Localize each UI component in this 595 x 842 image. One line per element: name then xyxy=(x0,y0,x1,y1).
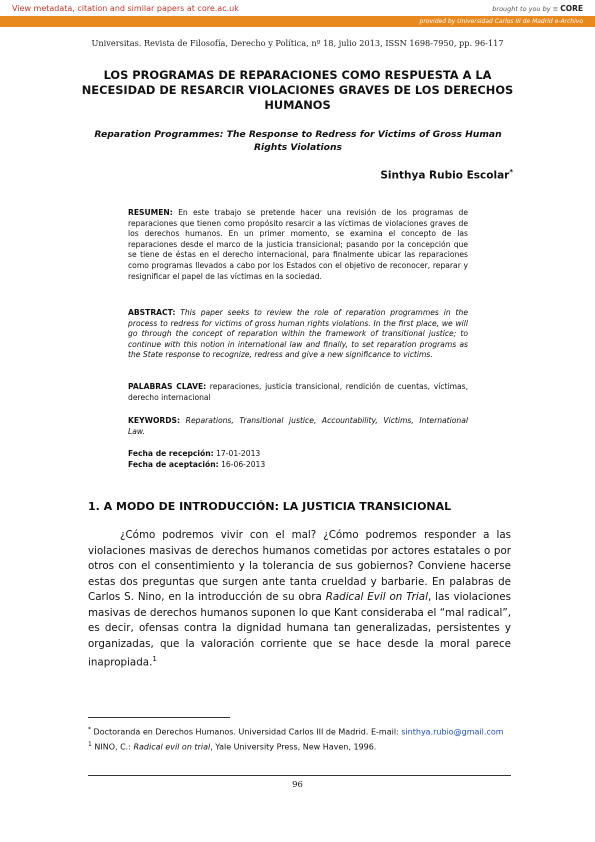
footnote-author: * Doctoranda en Derechos Humanos. Universidad Carlos III de Madrid. E-mail: sinthya.rubio@gmail.com xyxy=(88,726,504,737)
page-footer-rule xyxy=(88,775,511,776)
abstract-label: ABSTRACT: xyxy=(128,308,176,317)
palabras-label: PALABRAS CLAVE: xyxy=(128,382,207,391)
abstract-text: This paper seeks to review the role of reparation programmes in the process to redress for victims of gross human rights violations. In the first place, we will go through the concept of reparation within the framework of transitional justice; to continue with this notion in international law and finally, to set reparation programs as the State response to recognize, redress and give a new significance to victims. xyxy=(128,308,468,360)
palabras-text: reparaciones, justicia transicional, rendición de cuentas, víctimas, derecho internacional xyxy=(128,382,468,402)
abstract-paragraph xyxy=(128,308,468,361)
keywords xyxy=(128,416,468,437)
core-metadata-link[interactable]: View metadata, citation and similar papers at core.ac.uk xyxy=(12,4,239,13)
intro-paragraph: ¿Cómo podremos vivir con el mal? ¿Cómo podremos responder a las violaciones masivas de derechos humanos cometidas por actores estatales o por otros con el consentimiento y la tolerancia de sus gobiernos? Conviene hacerse estas dos preguntas que surgen ante tanta crueldad y barbarie. En palabras de Carlos S. Nino, en la introducción de su obra Radical Evil on Trial, las violaciones masivas de derechos humanos suponen lo que Kant consideraba el “mal radical”, es decir, ofensas contra la dignidad humana tan generalizadas, persistentes y organizadas, que la valoración corriente que se hace desde la moral parece inapropiada.$^1$ xyxy=(88,529,512,669)
brought-prefix: brought to you by xyxy=(492,5,551,13)
keywords-label: KEYWORDS: xyxy=(128,416,181,425)
article-title: LOS PROGRAMAS DE REPARACIONES COMO RESPUESTA A LA NECESIDAD DE RESARCIR VIOLACIONES GRAVES DE LOS DERECHOS HUMANOS xyxy=(81,68,514,112)
footnote-1: $^1$ NINO, C.: Radical evil on trial, Yale University Press, New Haven, 1996. xyxy=(88,741,377,752)
footnote-divider xyxy=(88,717,230,718)
footnotes xyxy=(88,724,511,754)
core-banner xyxy=(0,0,595,30)
page-number: 96 xyxy=(292,780,303,790)
core-brand[interactable]: CORE xyxy=(560,4,583,13)
palabras-clave xyxy=(128,382,468,403)
journal-header: Universitas. Revista de Filosofía, Derecho y Política, nº 18, julio 2013, ISSN 1698-7950, pp. 96-117 xyxy=(91,38,504,48)
provided-by-link[interactable]: provided by Universidad Carlos III de Madrid e-Archivo xyxy=(419,18,583,25)
brought-by xyxy=(492,4,583,13)
footnote-ref[interactable]: 1 xyxy=(152,655,157,663)
book-title: Radical Evil on Trial xyxy=(325,591,428,603)
author-footnote-mark: * xyxy=(509,168,513,176)
resumen-text: En este trabajo se pretende hacer una revisión de los programas de reparaciones que tienen como propósito resarcir a las víctimas de violaciones graves de los derechos humanos. En un primer momento, se examina el concepto de las reparaciones desde el marco de la justicia transicional; pasando por la concepción que se tiene de éstas en el derecho internacional, para finalmente ubicar las reparaciones como programas llevados a cabo por los Estados con el objetivo de reconocer, reparar y resignificar el papel de las víctimas en la sociedad. xyxy=(128,208,468,281)
resumen-label: RESUMEN: xyxy=(128,208,173,217)
dates-block xyxy=(128,449,468,470)
acceptance-date: Fecha de aceptación: 16-06-2013 xyxy=(128,459,266,469)
core-logo-icon: ≡ xyxy=(552,5,559,13)
author-name: Sinthya Rubio Escolar* xyxy=(380,168,513,182)
reception-date: Fecha de recepción: 17-01-2013 xyxy=(128,449,261,458)
resumen-paragraph xyxy=(128,208,468,282)
author-email-link[interactable]: sinthya.rubio@gmail.com xyxy=(401,727,504,737)
section-heading: 1. A MODO DE INTRODUCCIÓN: LA JUSTICIA TRANSICIONAL xyxy=(88,500,452,513)
keywords-text: Reparations, Transitional justice, Accountability, Victims, International Law. xyxy=(128,416,468,436)
article-subtitle: Reparation Programmes: The Response to Redress for Victims of Gross Human Rights Violations xyxy=(94,129,502,153)
